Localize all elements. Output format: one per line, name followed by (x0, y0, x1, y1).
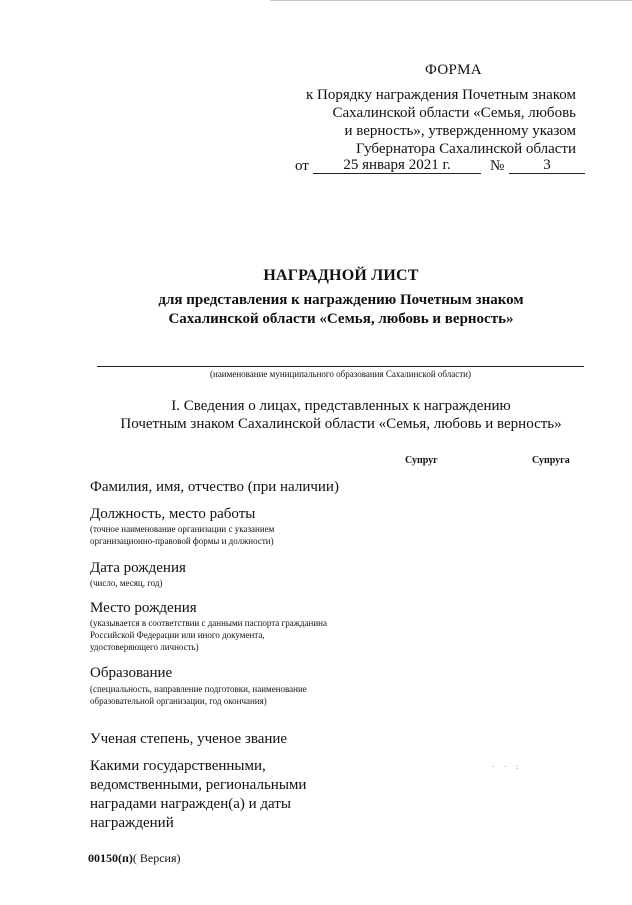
number-sign-label: № (490, 158, 505, 174)
form-reference-line-1: к Порядку награждения Почетным знаком (306, 87, 576, 103)
form-reference-line-2: Сахалинской области «Семья, любовь (332, 105, 576, 121)
column-header-husband: Супруг (405, 455, 438, 466)
section-heading-line-2: Почетным знаком Сахалинской области «Семья, любовь и верность» (120, 416, 562, 432)
document-title: НАГРАДНОЙ ЛИСТ (263, 267, 419, 284)
column-header-wife: Супруга (532, 455, 570, 466)
form-reference-line-3: и верность», утвержденному указом (344, 123, 576, 139)
form-label: ФОРМА (425, 62, 482, 78)
document-code: 00150(п) (88, 851, 133, 865)
section-heading-line-1: I. Сведения о лицах, представленных к награждению (171, 398, 511, 414)
field-note-birth-date: (число, месяц, год) (90, 578, 163, 588)
field-label-awards: Какими государственными, ведомственными, региональными наградами награжден(а) и даты награждений (90, 758, 307, 831)
field-label-position: Должность, место работы (90, 506, 256, 522)
document-subtitle-line-1: для представления к награждению Почетным знаком (158, 292, 524, 308)
municipality-caption: (наименование муниципального образования Сахалинской области) (210, 369, 471, 379)
field-label-degree: Ученая степень, ученое звание (90, 731, 288, 747)
document-version-label: ( Версия) (132, 851, 181, 865)
document-version-footer (88, 851, 181, 866)
scan-edge-line (270, 0, 632, 1)
field-label-birth-place: Место рождения (90, 600, 197, 616)
form-reference-line-4: Губернатора Сахалинской области (356, 141, 576, 157)
field-label-fio: Фамилия, имя, отчество (при наличии) (90, 479, 339, 495)
scan-specks: · · : (492, 763, 523, 771)
field-label-birth-date: Дата рождения (90, 560, 186, 576)
field-note-education: (специальность, направление подготовки, наименование образовательной организации, год окончания) (90, 684, 307, 706)
field-note-birth-place: (указывается в соответствии с данными паспорта гражданина Российской Федерации или иного документа, удостоверяющего личность) (90, 618, 327, 652)
decree-date-field: 25 января 2021 г. (313, 157, 481, 174)
municipality-underline (97, 366, 584, 367)
decree-number-field: 3 (509, 157, 585, 174)
document-subtitle-line-2: Сахалинской области «Семья, любовь и верность» (168, 311, 514, 327)
date-prefix-label: от (295, 158, 309, 174)
field-label-education: Образование (90, 665, 173, 681)
field-note-position: (точное наименование организации с указанием организационно-правовой формы и должности) (90, 524, 275, 546)
